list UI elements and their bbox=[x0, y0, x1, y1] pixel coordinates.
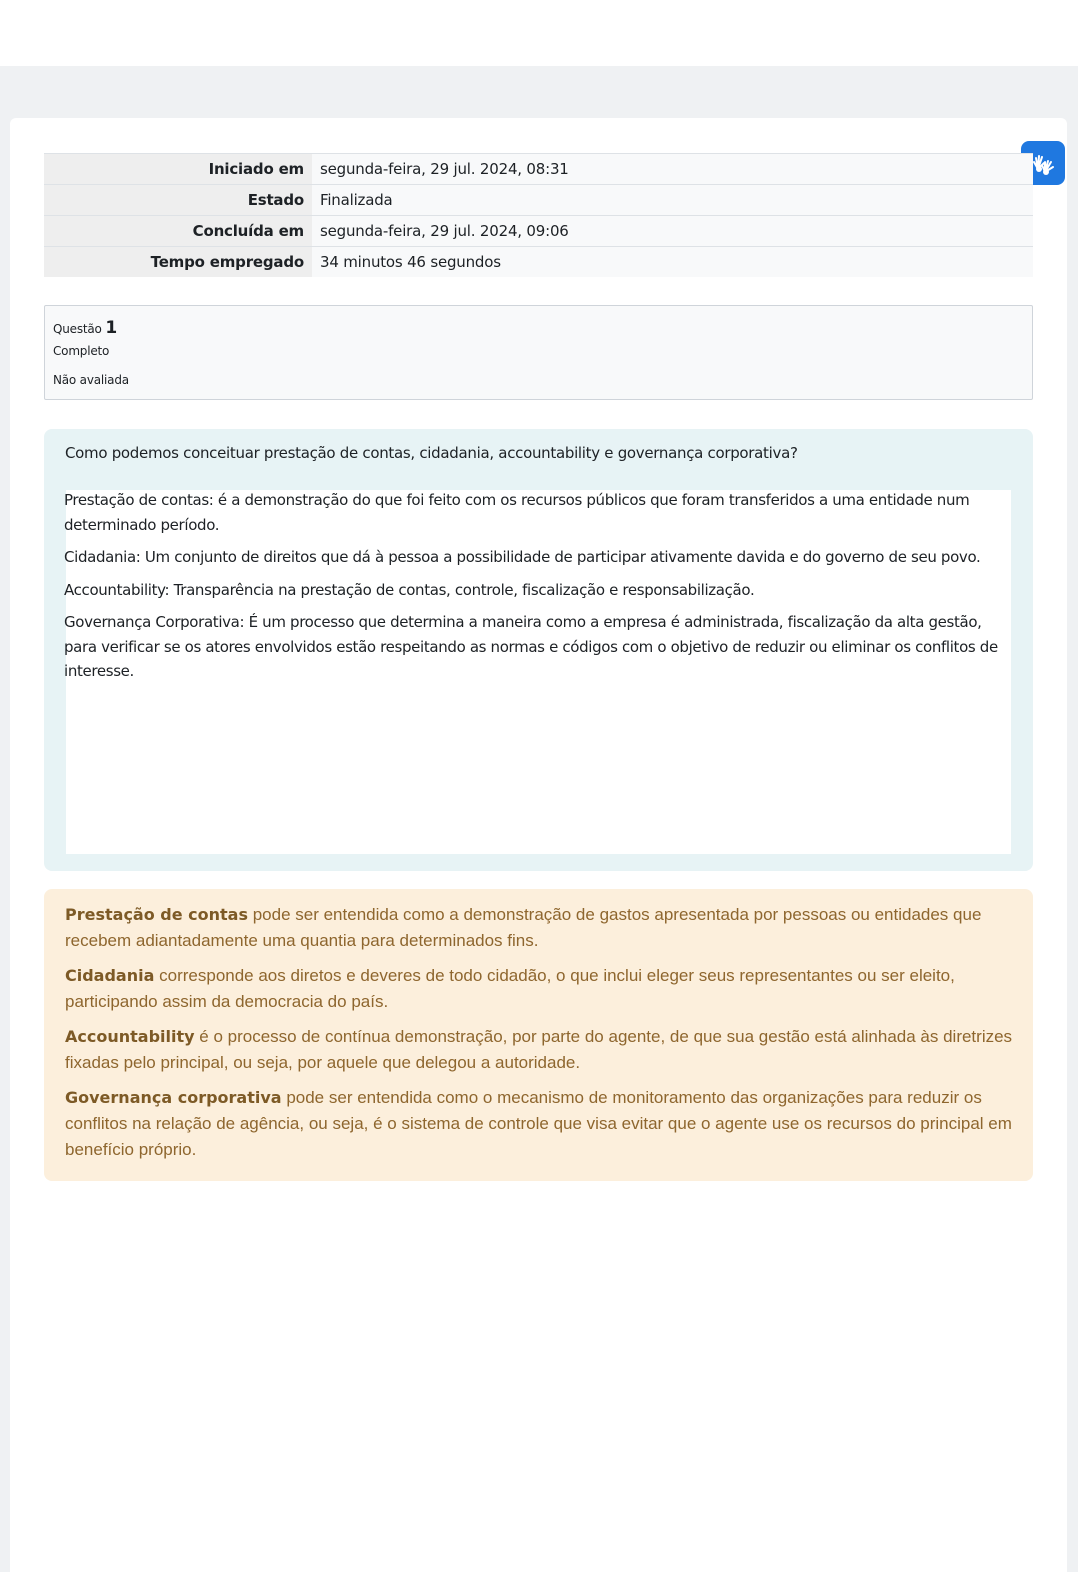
feedback-paragraph bbox=[65, 1085, 1015, 1163]
summary-value: Finalizada bbox=[312, 185, 1033, 216]
summary-value: segunda-feira, 29 jul. 2024, 09:06 bbox=[312, 216, 1033, 247]
sign-language-hands-icon bbox=[1029, 149, 1057, 177]
summary-label: Iniciado em bbox=[44, 154, 312, 185]
question-formulation bbox=[44, 429, 1033, 871]
summary-label: Concluída em bbox=[44, 216, 312, 247]
feedback-term: Cidadania bbox=[65, 966, 155, 985]
top-bar bbox=[0, 0, 1078, 66]
summary-row bbox=[44, 247, 1033, 278]
answer-paragraph: Accountability: Transparência na prestação de contas, controle, fiscalização e responsabilização. bbox=[64, 580, 755, 599]
summary-value: segunda-feira, 29 jul. 2024, 08:31 bbox=[312, 154, 1033, 185]
feedback-term: Accountability bbox=[65, 1027, 195, 1046]
feedback-text: corresponde aos diretos e deveres de todo cidadão, o que inclui eleger seus representantes ou ser eleito, participando assim da democracia do país. bbox=[65, 966, 955, 1011]
question-number bbox=[53, 318, 117, 338]
answer-paragraph: Prestação de contas: é a demonstração do que foi feito com os recursos públicos que foram transferidos a uma entidade num determinado período. bbox=[64, 491, 970, 534]
general-feedback bbox=[44, 889, 1033, 1181]
feedback-term: Prestação de contas bbox=[65, 905, 248, 924]
attempt-summary-table bbox=[44, 153, 1033, 277]
summary-label: Estado bbox=[44, 185, 312, 216]
summary-label: Tempo empregado bbox=[44, 247, 312, 278]
summary-row bbox=[44, 216, 1033, 247]
summary-row bbox=[44, 185, 1033, 216]
question-number-value: 1 bbox=[105, 318, 117, 338]
feedback-text: pode ser entendida como o mecanismo de monitoramento das organizações para reduzir os conflitos na relação de agência, ou seja, é o sistema de controle que visa evitar que o agente use os recursos do principal em benefício próprio. bbox=[65, 1088, 1012, 1159]
question-text: Como podemos conceituar prestação de contas, cidadania, accountability e governança corporativa? bbox=[65, 444, 798, 462]
question-info-panel bbox=[44, 305, 1033, 400]
summary-row bbox=[44, 154, 1033, 185]
feedback-text: pode ser entendida como a demonstração de gastos apresentada por pessoas ou entidades que recebem adiantadamente uma quantia para determinados fins. bbox=[65, 905, 982, 950]
feedback-paragraph bbox=[65, 902, 1015, 954]
feedback-term: Governança corporativa bbox=[65, 1088, 282, 1107]
answer-paragraph: Governança Corporativa: É um processo que determina a maneira como a empresa é administrada, fiscalização da alta gestão, para verificar se os atores envolvidos estão respeitando as normas e códigos com o objetivo de reduzir ou eliminar os conflitos de interesse. bbox=[64, 613, 998, 680]
question-grade: Não avaliada bbox=[53, 373, 129, 387]
feedback-paragraph bbox=[65, 963, 1015, 1015]
feedback-text: é o processo de contínua demonstração, por parte do agente, de que sua gestão está alinhada às diretrizes fixadas pelo principal, ou seja, por aquele que delegou a autoridade. bbox=[65, 1027, 1013, 1072]
question-state: Completo bbox=[53, 344, 110, 358]
feedback-paragraph bbox=[65, 1024, 1015, 1076]
question-prefix: Questão bbox=[53, 322, 102, 336]
answer-box bbox=[66, 490, 1011, 854]
answer-paragraph: Cidadania: Um conjunto de direitos que dá à pessoa a possibilidade de participar ativamente davida e do governo de seu povo. bbox=[64, 548, 981, 566]
summary-value: 34 minutos 46 segundos bbox=[312, 247, 1033, 278]
